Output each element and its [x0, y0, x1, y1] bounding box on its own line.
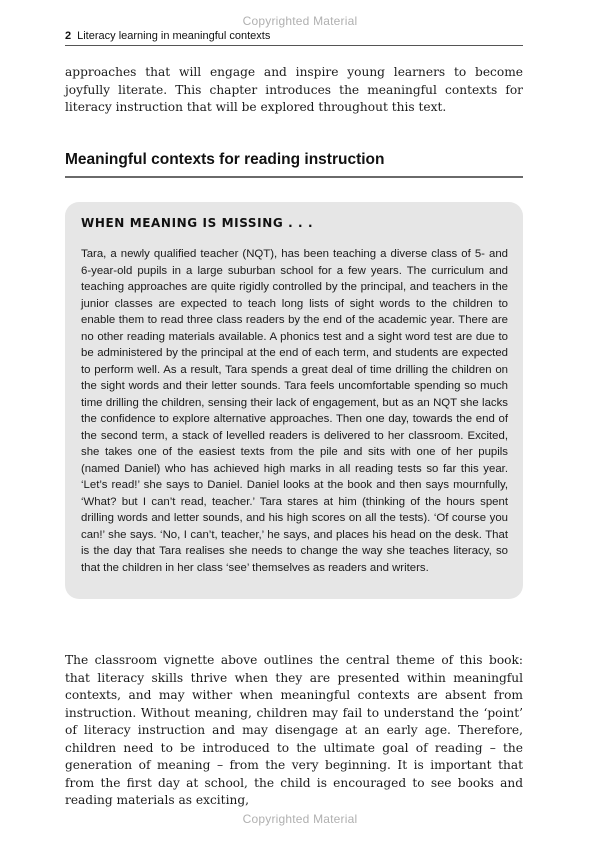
- section-divider: [65, 176, 523, 178]
- section-heading: Meaningful contexts for reading instruction: [65, 151, 385, 168]
- watermark-bottom: Copyrighted Material: [242, 812, 358, 826]
- vignette-title: WHEN MEANING IS MISSING . . .: [81, 216, 314, 230]
- running-head: [65, 30, 523, 46]
- watermark-top: Copyrighted Material: [242, 14, 358, 28]
- closing-paragraph: The classroom vignette above outlines the central theme of this book: that literacy skills thrive when they are presented within meaningful contexts, and may wither when meaningful contexts are absent from instruction. Without meaning, children may fail to understand the ‘point’ of literacy instruction and may disengage at an early age. Therefore, children need to be introduced to the ultimate goal of reading – the generation of meaning – from the very beginning. It is important that from the first day at school, the child is encouraged to see books and reading materials as exciting,: [65, 653, 523, 807]
- vignette-text: Tara, a newly qualified teacher (NQT), has been teaching a diverse class of 5- and 6-year-old pupils in a large suburban school for a few years. The curriculum and teaching approaches are quite rigidly controlled by the principal, and teachers in the junior classes are expected to teach long lists of sight words to the children to enable them to read three class readers by the end of the academic year. There are no other reading materials available. A phonics test and a sight word test are due to be administered by the principal at the end of each term, and students are expected to perform well. As a result, Tara spends a great deal of time drilling the children on the sight words and their letter sounds. Tara feels uncomfortable spending so much time drilling the children, sensing their lack of engagement, but as an NQT she lacks the confidence to explore alternative approaches. Then one day, towards the end of the second term, a stack of levelled readers is delivered to her classroom. Excited, she takes one of the easiest texts from the pile and sits with one of her pupils (named Daniel) who has achieved high marks in all reading tests so far this year. ‘Let’s read!’ she says to Daniel. Daniel looks at the book and then says mournfully, ‘What? but I can’t read, teacher.’ Tara stares at him (thinking of the hours spent drilling words and letter sounds, and his high scores on all the tests). ‘Of course you can!’ she says. ‘No, I can’t, teacher,’ he says, and places his head on the desk. That is the day that Tara realises she needs to change the way she teaches literacy, so that the children in her class ‘see’ themselves as readers and writers.: [81, 248, 508, 574]
- running-head-title: Literacy learning in meaningful contexts: [77, 30, 271, 42]
- page-number: 2: [65, 30, 72, 42]
- vignette-box: [65, 202, 523, 599]
- intro-paragraph: approaches that will engage and inspire young learners to become joyfully literate. This chapter introduces the meaningful contexts for literacy instruction that will be explored throughout this text.: [65, 65, 523, 114]
